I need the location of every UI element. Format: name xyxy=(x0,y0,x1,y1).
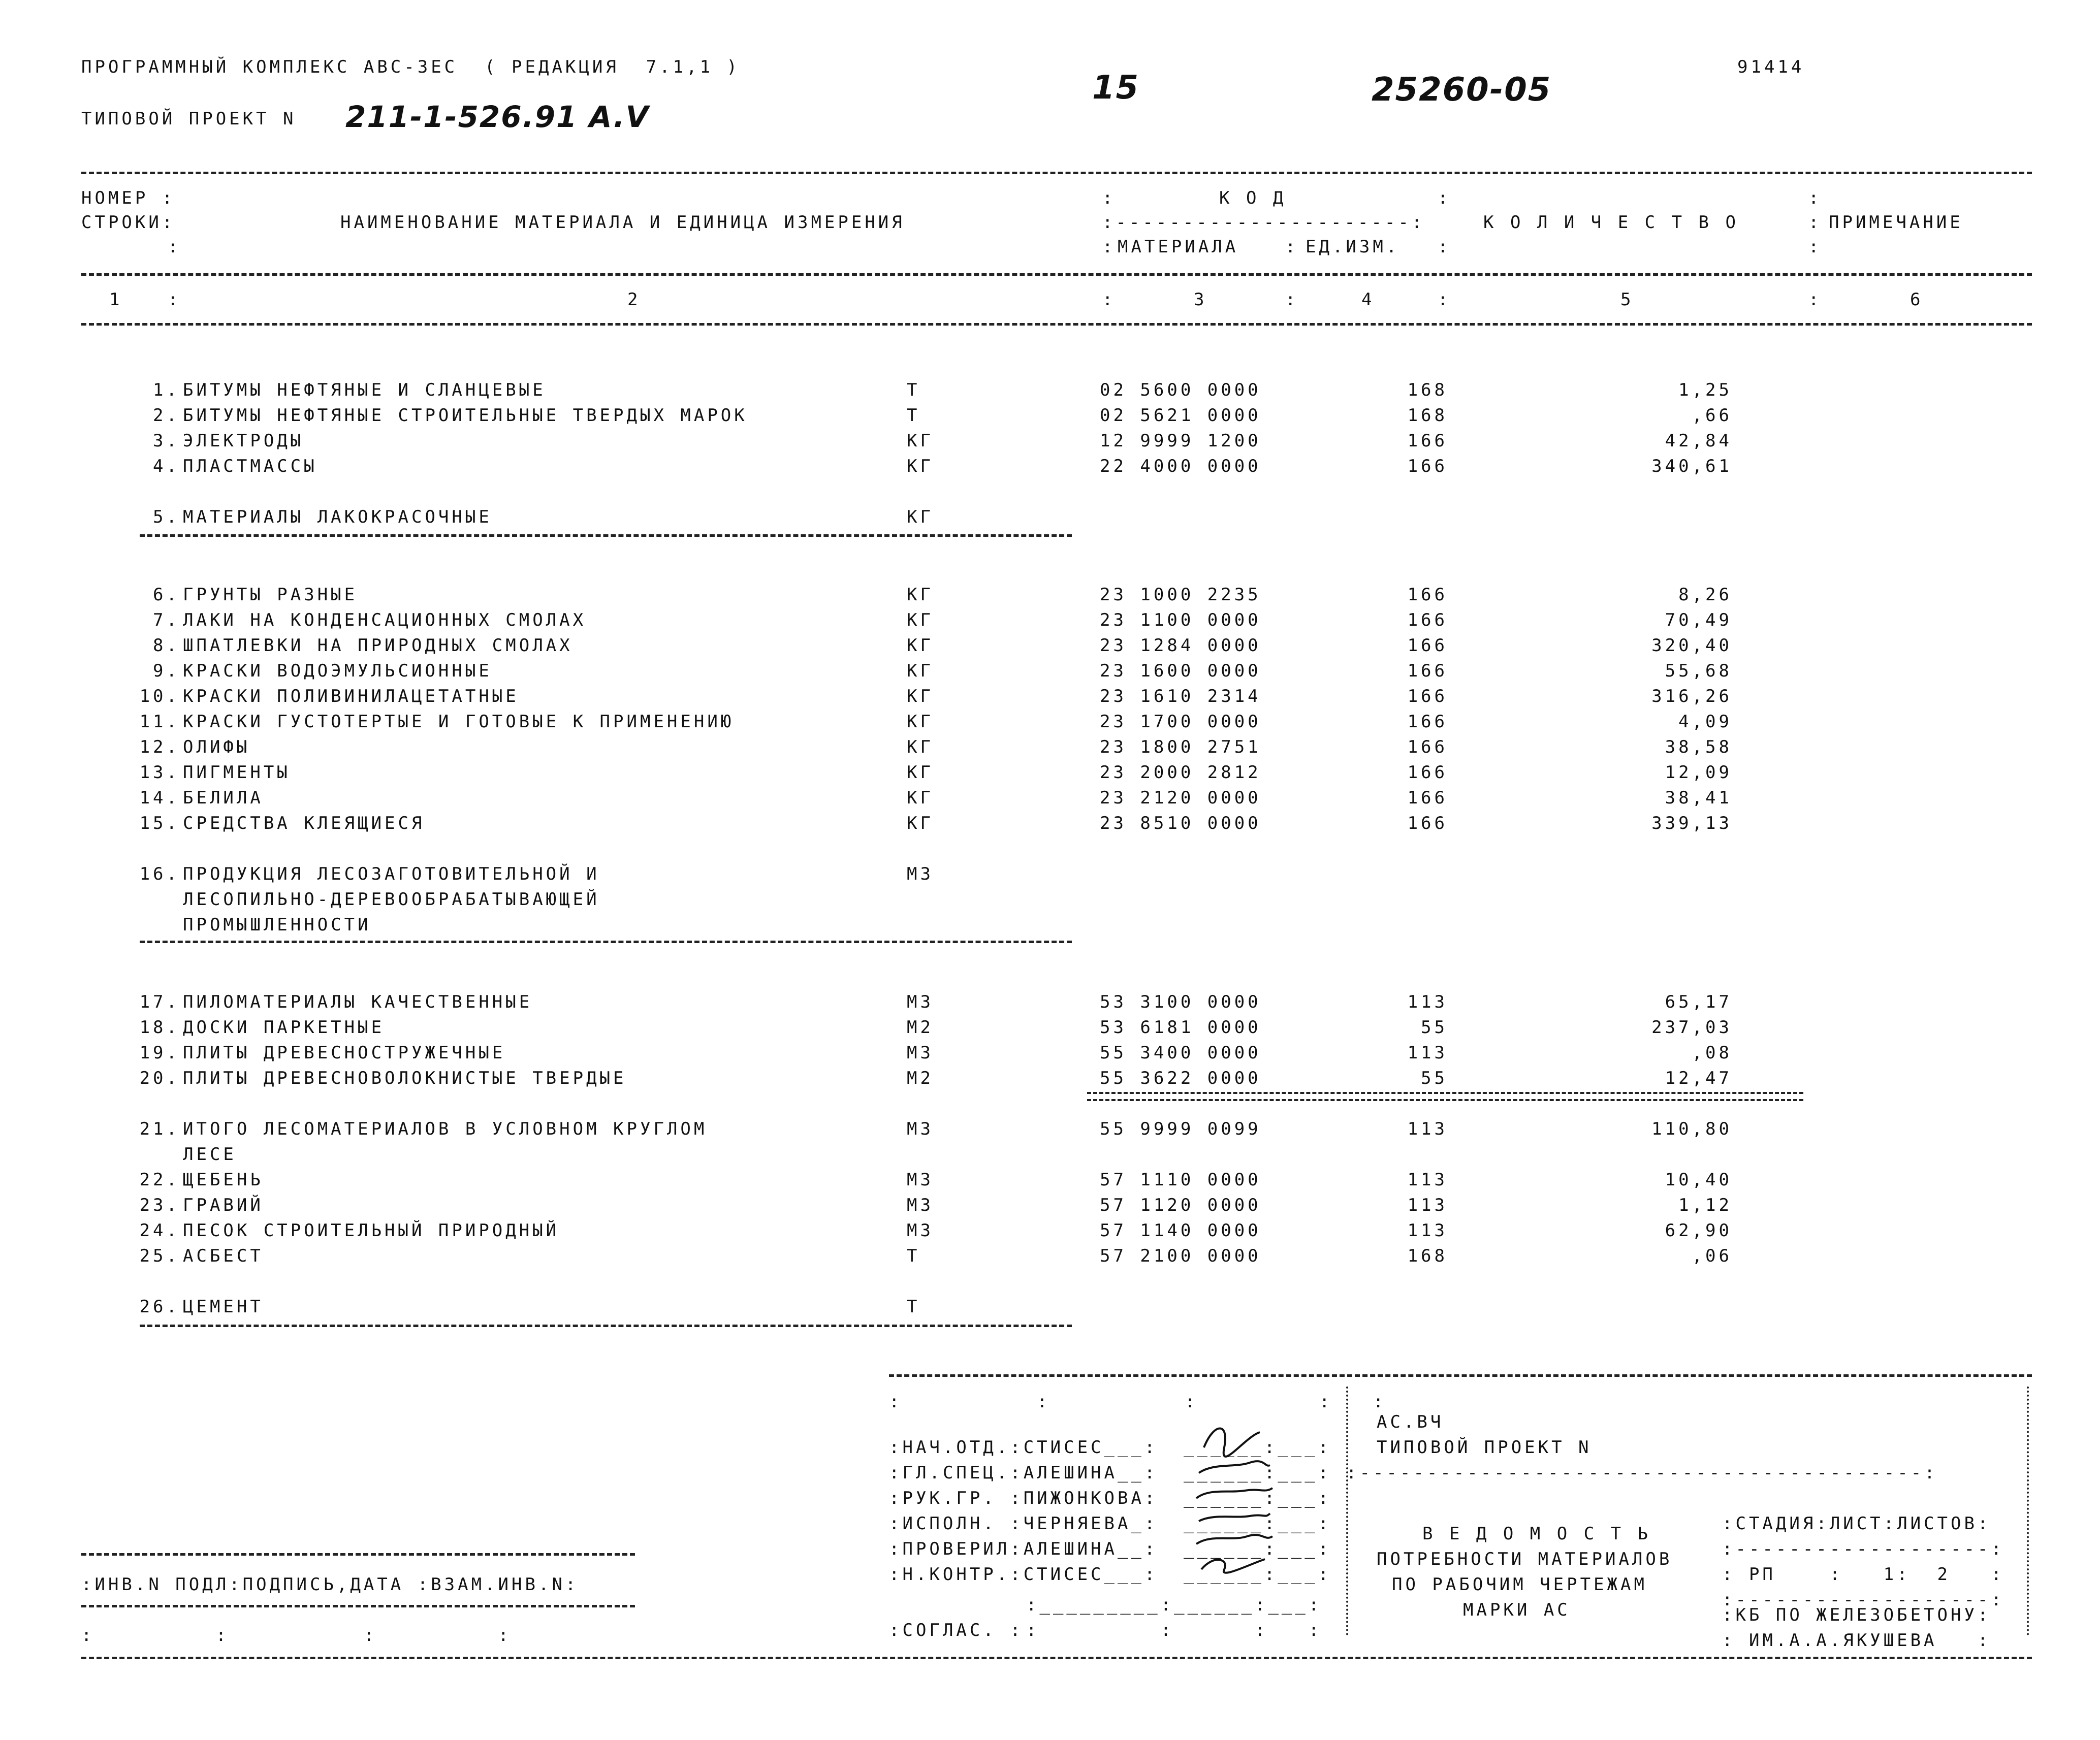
stamp-title-2: ТИПОВОЙ ПРОЕКТ N xyxy=(1377,1437,1592,1458)
unit-label: КГ xyxy=(907,762,934,783)
material-code: 23 2120 0000 xyxy=(1100,788,1261,808)
table-row xyxy=(0,634,2100,657)
stamp-sign-col: ______:___: xyxy=(1184,1463,1332,1483)
unit-label: М2 xyxy=(907,1068,934,1088)
material-code: 53 6181 0000 xyxy=(1100,1017,1261,1038)
material-name: ПЕСОК СТРОИТЕЛЬНЫЙ ПРИРОДНЫЙ xyxy=(183,1220,560,1241)
material-code: 23 1610 2314 xyxy=(1100,686,1261,706)
table-row xyxy=(0,1219,2100,1242)
table-row xyxy=(0,378,2100,402)
table-row xyxy=(0,1041,2100,1065)
quantity: 8,26 xyxy=(1678,585,1732,605)
unit-code: 166 xyxy=(1407,610,1448,630)
material-code: 23 1600 0000 xyxy=(1100,661,1261,681)
total-rule xyxy=(1087,1092,1803,1101)
row-number: 7. xyxy=(153,610,180,630)
left-stamp-sep: : : : : xyxy=(81,1625,512,1646)
table-row xyxy=(0,786,2100,810)
table-row xyxy=(0,990,2100,1014)
quantity: 38,41 xyxy=(1665,788,1732,808)
unit-label: КГ xyxy=(907,712,934,732)
stamp-sign-col: : : : : xyxy=(1026,1620,1322,1640)
col-qty: К О Л И Ч Е С Т В О xyxy=(1483,212,1739,233)
row-number: 11. xyxy=(139,712,180,732)
quantity: 70,49 xyxy=(1665,610,1732,630)
col-sep: : xyxy=(1808,188,1822,208)
group-rule xyxy=(140,1325,1072,1327)
unit-code: 55 xyxy=(1421,1017,1448,1038)
unit-label: КГ xyxy=(907,813,934,833)
material-name: ПЛАСТМАССЫ xyxy=(183,456,317,476)
col-sep: : xyxy=(1438,188,1451,208)
material-name: ОЛИФЫ xyxy=(183,737,250,757)
row-number: 26. xyxy=(139,1297,180,1317)
table-row xyxy=(0,913,2100,937)
stamp-role-5: :ПРОВЕРИЛ:АЛЕШИНА__: xyxy=(889,1539,1158,1559)
unit-code: 168 xyxy=(1407,380,1448,400)
col-sep: : xyxy=(1102,188,1116,208)
stamp-sep: : : : : : xyxy=(889,1392,1387,1412)
stamp-top-rule xyxy=(889,1374,2032,1377)
material-name: ЛЕСОПИЛЬНО-ДЕРЕВООБРАБАТЫВАЮЩЕЙ xyxy=(183,889,600,910)
stamp-stage-values: : РП : 1: 2 : xyxy=(1722,1564,2004,1585)
table-row xyxy=(0,761,2100,784)
material-name: ЭЛЕКТРОДЫ xyxy=(183,431,304,451)
col-unit: ЕД.ИЗМ. xyxy=(1306,237,1400,257)
stamp-divider: :-------------------: xyxy=(1722,1539,2004,1559)
table-row xyxy=(0,1016,2100,1039)
material-name: ШПАТЛЕВКИ НА ПРИРОДНЫХ СМОЛАХ xyxy=(183,635,573,656)
unit-label: Т xyxy=(907,380,920,400)
unit-label: КГ xyxy=(907,610,934,630)
unit-code: 55 xyxy=(1421,1068,1448,1088)
material-code: 57 2100 0000 xyxy=(1100,1246,1261,1266)
row-number: 1. xyxy=(153,380,180,400)
col-sep: : xyxy=(168,289,181,310)
unit-code: 166 xyxy=(1407,585,1448,605)
unit-label: М3 xyxy=(907,1170,934,1190)
quantity: 4,09 xyxy=(1678,712,1732,732)
row-number: 24. xyxy=(139,1220,180,1241)
unit-label: КГ xyxy=(907,635,934,656)
col-num-5: 5 xyxy=(1620,289,1634,310)
unit-label: М3 xyxy=(907,1119,934,1139)
stamp-org-1: :КБ ПО ЖЕЛЕЗОБЕТОНУ: xyxy=(1722,1605,1991,1625)
unit-code: 166 xyxy=(1407,813,1448,833)
stamp-sign-col: ______:___: xyxy=(1184,1513,1332,1534)
row-number: 22. xyxy=(139,1170,180,1190)
material-code: 23 1100 0000 xyxy=(1100,610,1261,630)
material-name: КРАСКИ ГУСТОТЕРТЫЕ И ГОТОВЫЕ К ПРИМЕНЕНИЮ xyxy=(183,712,735,732)
col-note: ПРИМЕЧАНИЕ xyxy=(1829,212,1963,233)
material-code: 57 1140 0000 xyxy=(1100,1220,1261,1241)
col-num-6: 6 xyxy=(1910,289,1924,310)
unit-code: 166 xyxy=(1407,737,1448,757)
col-sep: : xyxy=(168,237,181,257)
material-code: 57 1110 0000 xyxy=(1100,1170,1261,1190)
row-number: 12. xyxy=(139,737,180,757)
material-name: СРЕДСТВА КЛЕЯЩИЕСЯ xyxy=(183,813,425,833)
unit-label: КГ xyxy=(907,788,934,808)
material-name: ЦЕМЕНТ xyxy=(183,1297,264,1317)
material-code: 57 1120 0000 xyxy=(1100,1195,1261,1215)
row-number: 8. xyxy=(153,635,180,656)
unit-code: 113 xyxy=(1407,1220,1448,1241)
table-row xyxy=(0,710,2100,733)
stamp-divider: :------------------------------------------: xyxy=(1346,1463,1938,1483)
quantity: ,06 xyxy=(1692,1246,1732,1266)
quantity: 62,90 xyxy=(1665,1220,1732,1241)
material-code: 02 5600 0000 xyxy=(1100,380,1261,400)
material-code: 53 3100 0000 xyxy=(1100,992,1261,1012)
stamp-doc-3: ПО РАБОЧИМ ЧЕРТЕЖАМ xyxy=(1392,1574,1647,1595)
stamp-role-1: :НАЧ.ОТД.:СТИСЕС___: xyxy=(889,1437,1158,1458)
unit-code: 166 xyxy=(1407,788,1448,808)
stamp-sign-col: ______:___: xyxy=(1184,1488,1332,1508)
col-sep: : xyxy=(1102,289,1116,310)
unit-code: 166 xyxy=(1407,456,1448,476)
quantity: 237,03 xyxy=(1651,1017,1732,1038)
unit-label: Т xyxy=(907,1246,920,1266)
unit-label: М3 xyxy=(907,864,934,884)
stamp-sign-col: ______:___: xyxy=(1184,1539,1332,1559)
program-code: 91414 xyxy=(1737,57,1805,77)
row-number: 3. xyxy=(153,431,180,451)
unit-label: Т xyxy=(907,405,920,426)
quantity: 65,17 xyxy=(1665,992,1732,1012)
material-code: 55 3400 0000 xyxy=(1100,1043,1261,1063)
unit-label: КГ xyxy=(907,431,934,451)
row-number: 23. xyxy=(139,1195,180,1215)
stamp-org-2: : ИМ.А.А.ЯКУШЕВА : xyxy=(1722,1630,1991,1651)
table-row xyxy=(0,1244,2100,1268)
material-code: 23 2000 2812 xyxy=(1100,762,1261,783)
quantity: 1,12 xyxy=(1678,1195,1732,1215)
material-code: 55 3622 0000 xyxy=(1100,1068,1261,1088)
material-code: 23 8510 0000 xyxy=(1100,813,1261,833)
table-row xyxy=(0,1168,2100,1191)
col-sep: : xyxy=(1285,237,1299,257)
table-row xyxy=(0,1143,2100,1166)
unit-code: 166 xyxy=(1407,661,1448,681)
unit-label: М3 xyxy=(907,1195,934,1215)
material-code: 22 4000 0000 xyxy=(1100,456,1261,476)
unit-code: 113 xyxy=(1407,1170,1448,1190)
stamp-sign-col: :_________:______:___: xyxy=(1026,1595,1322,1615)
table-row xyxy=(0,735,2100,759)
unit-code: 166 xyxy=(1407,635,1448,656)
header-rule xyxy=(81,273,2032,276)
project-number: 211-1-526.91 A.V xyxy=(345,100,650,134)
material-name: КРАСКИ ВОДОЭМУЛЬСИОННЫЕ xyxy=(183,661,492,681)
material-code: 55 9999 0099 xyxy=(1100,1119,1261,1139)
col-sep: : xyxy=(1808,212,1822,233)
table-row xyxy=(0,862,2100,886)
table-row xyxy=(0,1067,2100,1090)
signatures xyxy=(1184,1417,1285,1600)
unit-code: 166 xyxy=(1407,712,1448,732)
table-row xyxy=(0,888,2100,911)
material-name: МАТЕРИАЛЫ ЛАКОКРАСОЧНЫЕ xyxy=(183,507,492,527)
unit-code: 166 xyxy=(1407,762,1448,783)
quantity: 1,25 xyxy=(1678,380,1732,400)
material-name: ПРОДУКЦИЯ ЛЕСОЗАГОТОВИТЕЛЬНОЙ И xyxy=(183,864,600,884)
quantity: 12,47 xyxy=(1665,1068,1732,1088)
material-name: ГРАВИЙ xyxy=(183,1195,264,1215)
unit-label: М2 xyxy=(907,1017,934,1038)
project-label: ТИПОВОЙ ПРОЕКТ N xyxy=(81,109,297,129)
material-code: 23 1000 2235 xyxy=(1100,585,1261,605)
col-sep: : xyxy=(1808,289,1822,310)
table-row xyxy=(0,1194,2100,1217)
stamp-role-6: :Н.КОНТР.:СТИСЕС___: xyxy=(889,1564,1158,1585)
material-name: ЩЕБЕНЬ xyxy=(183,1170,264,1190)
row-number: 19. xyxy=(139,1043,180,1063)
stamp-doc-2: ПОТРЕБНОСТИ МАТЕРИАЛОВ xyxy=(1377,1549,1673,1569)
material-name: ПИГМЕНТЫ xyxy=(183,762,291,783)
table-row xyxy=(0,583,2100,606)
unit-label: КГ xyxy=(907,507,934,527)
stamp-stage-header: :СТАДИЯ:ЛИСТ:ЛИСТОВ: xyxy=(1722,1513,1991,1534)
material-code: 23 1800 2751 xyxy=(1100,737,1261,757)
stamp-doc-4: МАРКИ АС xyxy=(1463,1600,1571,1620)
unit-label: Т xyxy=(907,1297,920,1317)
material-code: 23 1284 0000 xyxy=(1100,635,1261,656)
quantity: 340,61 xyxy=(1651,456,1732,476)
col-material: МАТЕРИАЛА xyxy=(1118,237,1239,257)
unit-code: 113 xyxy=(1407,1043,1448,1063)
quantity: 38,58 xyxy=(1665,737,1732,757)
material-name: ДОСКИ ПАРКЕТНЫЕ xyxy=(183,1017,385,1038)
unit-code: 166 xyxy=(1407,686,1448,706)
group-rule xyxy=(140,534,1072,537)
material-name: БИТУМЫ НЕФТЯНЫЕ СТРОИТЕЛЬНЫЕ ТВЕРДЫХ МАРОК xyxy=(183,405,748,426)
material-name: БИТУМЫ НЕФТЯНЫЕ И СЛАНЦЕВЫЕ xyxy=(183,380,546,400)
material-code: 12 9999 1200 xyxy=(1100,431,1261,451)
stamp-divider: :-------------------: xyxy=(1722,1590,2004,1610)
col-num-4: 4 xyxy=(1361,289,1375,310)
material-name: ИТОГО ЛЕСОМАТЕРИАЛОВ В УСЛОВНОМ КРУГЛОМ xyxy=(183,1119,708,1139)
table-row xyxy=(0,659,2100,683)
material-name: КРАСКИ ПОЛИВИНИЛАЦЕТАТНЫЕ xyxy=(183,686,519,706)
unit-label: КГ xyxy=(907,737,934,757)
stamp-inner-border xyxy=(1346,1387,1348,1635)
stamp-role-4: :ИСПОЛН. :ЧЕРНЯЕВА_: xyxy=(889,1513,1158,1534)
unit-code: 168 xyxy=(1407,405,1448,426)
row-number: 10. xyxy=(139,686,180,706)
table-row xyxy=(0,1295,2100,1318)
material-name: ГРУНТЫ РАЗНЫЕ xyxy=(183,585,358,605)
col-sep: : xyxy=(1438,289,1451,310)
row-number: 4. xyxy=(153,456,180,476)
unit-code: 113 xyxy=(1407,1119,1448,1139)
quantity: 55,68 xyxy=(1665,661,1732,681)
row-number: 16. xyxy=(139,864,180,884)
stamp-doc-1: В Е Д О М О С Т Ь xyxy=(1422,1524,1651,1544)
table-row xyxy=(0,429,2100,453)
col-num-1: 1 xyxy=(109,289,123,310)
unit-label: КГ xyxy=(907,456,934,476)
col-num-3: 3 xyxy=(1194,289,1207,310)
unit-label: КГ xyxy=(907,661,934,681)
row-number: 20. xyxy=(139,1068,180,1088)
header-bottom-rule xyxy=(81,323,2032,326)
stamp-right-border xyxy=(2027,1387,2029,1635)
material-name: ЛЕСЕ xyxy=(183,1144,237,1165)
quantity: ,08 xyxy=(1692,1043,1732,1063)
quantity: 316,26 xyxy=(1651,686,1732,706)
material-name: ПИЛОМАТЕРИАЛЫ КАЧЕСТВЕННЫЕ xyxy=(183,992,533,1012)
material-name: ПЛИТЫ ДРЕВЕСНОСТРУЖЕЧНЫЕ xyxy=(183,1043,506,1063)
material-name: БЕЛИЛА xyxy=(183,788,264,808)
quantity: 320,40 xyxy=(1651,635,1732,656)
quantity: 12,09 xyxy=(1665,762,1732,783)
row-number: 14. xyxy=(139,788,180,808)
unit-label: М3 xyxy=(907,992,934,1012)
table-row xyxy=(0,505,2100,529)
col-sep: : xyxy=(1438,237,1451,257)
material-name: АСБЕСТ xyxy=(183,1246,264,1266)
document-number: 25260-05 xyxy=(1372,71,1552,109)
row-number: 18. xyxy=(139,1017,180,1038)
table-top-rule xyxy=(81,172,2032,174)
stamp-role-2: :ГЛ.СПЕЦ.:АЛЕШИНА__: xyxy=(889,1463,1158,1483)
col-code: К О Д xyxy=(1219,188,1287,208)
row-number: 9. xyxy=(153,661,180,681)
unit-code: 168 xyxy=(1407,1246,1448,1266)
row-number: 2. xyxy=(153,405,180,426)
row-number: 25. xyxy=(139,1246,180,1266)
row-number: 15. xyxy=(139,813,180,833)
table-row xyxy=(0,812,2100,835)
stamp-sign-col: ______:___: xyxy=(1184,1564,1332,1585)
stamp-role-7: :СОГЛАС. : xyxy=(889,1620,1024,1640)
table-row xyxy=(0,404,2100,427)
row-number: 13. xyxy=(139,762,180,783)
row-number: 6. xyxy=(153,585,180,605)
unit-label: М3 xyxy=(907,1043,934,1063)
table-row xyxy=(0,455,2100,478)
col-num-2: 2 xyxy=(627,289,641,310)
table-row xyxy=(0,608,2100,632)
quantity: 10,40 xyxy=(1665,1170,1732,1190)
col-row-no: НОМЕР : xyxy=(81,188,176,208)
quantity: ,66 xyxy=(1692,405,1732,426)
left-stamp-top-rule xyxy=(81,1553,635,1556)
row-number: 5. xyxy=(153,507,180,527)
row-number: 21. xyxy=(139,1119,180,1139)
unit-label: М3 xyxy=(907,1220,934,1241)
left-stamp-label: :ИНВ.N ПОДЛ:ПОДПИСЬ,ДАТА :ВЗАМ.ИНВ.N: xyxy=(81,1574,579,1595)
program-title: ПРОГРАММНЫЙ КОМПЛЕКС АВС-3ЕС ( РЕДАКЦИЯ 7.1,1 ) xyxy=(81,57,741,77)
material-name: ЛАКИ НА КОНДЕНСАЦИОННЫХ СМОЛАХ xyxy=(183,610,587,630)
col-sep: : xyxy=(1102,237,1116,257)
material-name: ПРОМЫШЛЕННОСТИ xyxy=(183,915,371,935)
unit-code: 113 xyxy=(1407,992,1448,1012)
material-name: ПЛИТЫ ДРЕВЕСНОВОЛОКНИСТЫЕ ТВЕРДЫЕ xyxy=(183,1068,627,1088)
stamp-role-3: :РУК.ГР. :ПИЖОНКОВА: xyxy=(889,1488,1158,1508)
row-number: 17. xyxy=(139,992,180,1012)
col-code-divider: :----------------------: xyxy=(1102,212,1425,233)
quantity: 42,84 xyxy=(1665,431,1732,451)
col-name: НАИМЕНОВАНИЕ МАТЕРИАЛА И ЕДИНИЦА ИЗМЕРЕНИЯ xyxy=(340,212,905,233)
material-code: 23 1700 0000 xyxy=(1100,712,1261,732)
col-sep: : xyxy=(1808,237,1822,257)
material-code: 02 5621 0000 xyxy=(1100,405,1261,426)
stamp-title-1: АС.ВЧ xyxy=(1377,1412,1444,1432)
table-row xyxy=(0,685,2100,708)
quantity: 110,80 xyxy=(1651,1119,1732,1139)
col-sep: : xyxy=(1285,289,1299,310)
group-rule xyxy=(140,941,1072,943)
unit-label: КГ xyxy=(907,585,934,605)
sheet-number: 15 xyxy=(1092,69,1140,107)
unit-label: КГ xyxy=(907,686,934,706)
unit-code: 166 xyxy=(1407,431,1448,451)
quantity: 339,13 xyxy=(1651,813,1732,833)
page-bottom-rule xyxy=(81,1657,2032,1659)
stamp-sign-col: ______:___: xyxy=(1184,1437,1332,1458)
unit-code: 113 xyxy=(1407,1195,1448,1215)
col-row-no-2: СТРОКИ: xyxy=(81,212,176,233)
table-row xyxy=(0,1117,2100,1141)
left-stamp-mid-rule xyxy=(81,1605,635,1607)
